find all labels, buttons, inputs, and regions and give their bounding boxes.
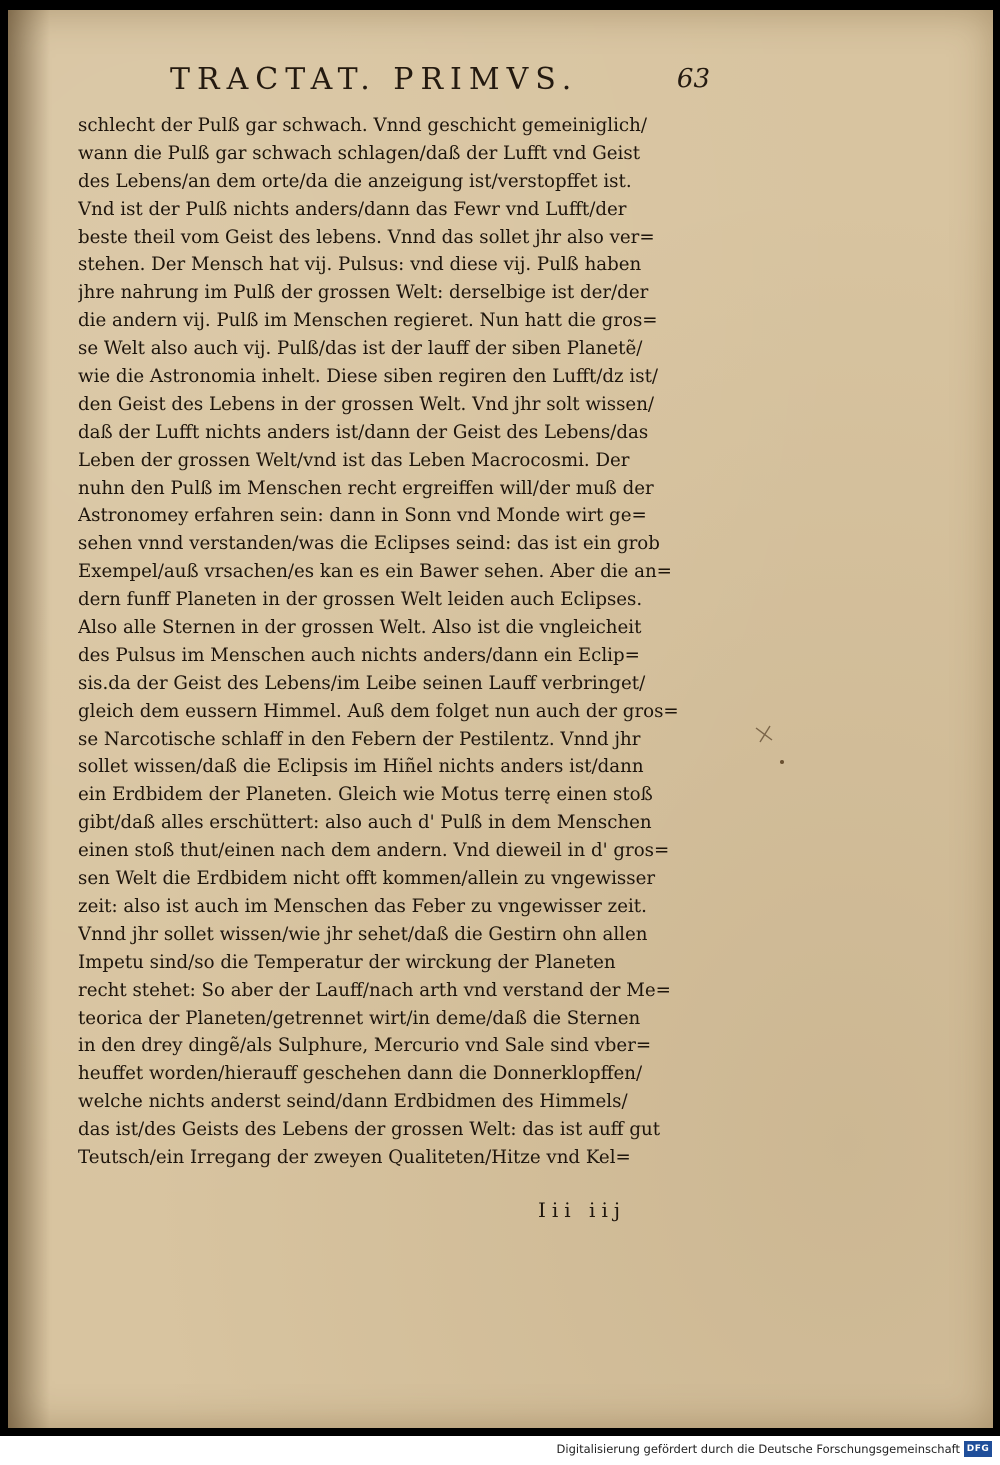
text-line: nuhn den Pulß im Menschen recht ergreiffen will/der muß der: [78, 477, 654, 499]
text-line: beste theil vom Geist des lebens. Vnnd das sollet jhr also ver=: [78, 226, 655, 248]
text-line: Vnd ist der Pulß nichts anders/dann das Fewr vnd Lufft/der: [78, 198, 627, 220]
signature-mark: Iii iij: [538, 1198, 627, 1222]
text-line: wie die Astronomia inhelt. Diese siben regiren den Lufft/dz ist/: [78, 366, 659, 388]
text-line: Vnnd jhr sollet wissen/wie jhr sehet/daß die Gestirn ohn allen: [78, 923, 648, 945]
text-line: schlecht der Pulß gar schwach. Vnnd geschicht gemeiniglich/: [78, 115, 647, 136]
text-line: se Welt also auch vij. Pulß/das ist der lauff der siben Planetẽ/: [78, 338, 643, 360]
body-text: [78, 112, 718, 1172]
text-line: welche nichts anderst seind/dann Erdbidmen des Himmels/: [78, 1091, 628, 1113]
dfg-logo: DFG: [964, 1441, 992, 1457]
text-line: sehen vnnd verstanden/was die Eclipses seind: das ist ein grob: [78, 533, 660, 555]
text-line: zeit: also ist auch im Menschen das Feber zu vngewisser zeit.: [78, 895, 647, 917]
text-line: Impetu sind/so die Temperatur der wirckung der Planeten: [78, 951, 616, 973]
text-line: des Lebens/an dem orte/da die anzeigung ist/verstopffet ist.: [78, 170, 632, 192]
text-line: in den drey dingẽ/als Sulphure, Mercurio vnd Sale sind vber=: [78, 1035, 652, 1057]
text-line: gleich dem eussern Himmel. Auß dem folget nun auch der gros=: [78, 700, 679, 722]
margin-dot: [780, 760, 784, 764]
text-line: dern funff Planeten in der grossen Welt leiden auch Eclipses.: [78, 589, 643, 611]
text-line: das ist/des Geists des Lebens der grossen Welt: das ist auff gut: [78, 1119, 661, 1141]
text-line: den Geist des Lebens in der grossen Welt. Vnd jhr solt wissen/: [78, 393, 655, 415]
text-line: daß der Lufft nichts anders ist/dann der Geist des Lebens/das: [78, 421, 649, 443]
gutter-shadow: [8, 10, 50, 1428]
footer-bar: [0, 1436, 1000, 1465]
margin-cross-mark: [752, 722, 776, 746]
text-line: Exempel/auß vrsachen/es kan es ein Bawer sehen. Aber die an=: [78, 561, 672, 583]
text-line: sen Welt die Erdbidem nicht offt kommen/allein zu vngewisser: [78, 868, 656, 890]
text-line: Teutsch/ein Irregang der zweyen Qualiteten/Hitze vnd Kel=: [78, 1146, 631, 1168]
text-line: gibt/daß alles erschüttert: also auch d' Pulß in dem Menschen: [78, 812, 652, 834]
text-line: heuffet worden/hierauff geschehen dann die Donnerklopffen/: [78, 1063, 643, 1085]
text-line: einen stoß thut/einen nach dem andern. Vnd dieweil in d' gros=: [78, 840, 670, 862]
text-line: recht stehet: So aber der Lauff/nach arth vnd verstand der Me=: [78, 979, 671, 1001]
text-line: des Pulsus im Menschen auch nichts anders/dann ein Eclip=: [78, 644, 640, 666]
text-line: sis.da der Geist des Lebens/im Leibe seinen Lauff verbringet/: [78, 672, 646, 694]
text-line: wann die Pulß gar schwach schlagen/daß der Lufft vnd Geist: [78, 142, 641, 164]
text-line: stehen. Der Mensch hat vij. Pulsus: vnd diese vij. Pulß haben: [78, 254, 642, 276]
text-line: jhre nahrung im Pulß der grossen Welt: derselbige ist der/der: [78, 282, 649, 304]
text-line: se Narcotische schlaff in den Febern der Pestilentz. Vnnd jhr: [78, 728, 641, 750]
funding-credit: Digitalisierung gefördert durch die Deutsche Forschungsgemeinschaft: [556, 1442, 960, 1456]
page-header: [170, 62, 710, 106]
text-line: die andern vij. Pulß im Menschen regieret. Nun hatt die gros=: [78, 310, 658, 332]
text-line: Also alle Sternen in der grossen Welt. Also ist die vngleicheit: [78, 617, 642, 639]
text-line: teorica der Planeten/getrennet wirt/in deme/daß die Sternen: [78, 1007, 641, 1029]
text-line: ein Erdbidem der Planeten. Gleich wie Motus terrę einen stoß: [78, 784, 653, 806]
text-line: Astronomey erfahren sein: dann in Sonn vnd Monde wirt ge=: [78, 505, 647, 527]
running-head: TRACTAT. PRIMVS.: [170, 62, 579, 97]
text-line: Leben der grossen Welt/vnd ist das Leben Macrocosmi. Der: [78, 449, 630, 471]
text-line: sollet wissen/daß die Eclipsis im Hiñel nichts anders ist/dann: [78, 756, 644, 778]
page-number: 63: [676, 64, 710, 94]
